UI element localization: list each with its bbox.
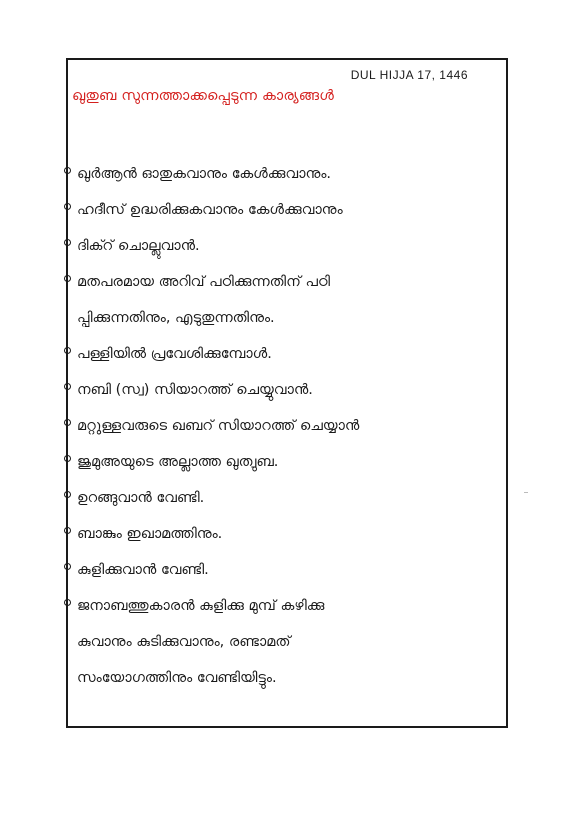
- page-frame: [66, 58, 508, 728]
- item-list: [68, 156, 502, 696]
- list-item-text: ഉറങ്ങുവാൻ വേണ്ടി.: [77, 490, 205, 506]
- list-item: [68, 228, 502, 264]
- list-item-text: നബി (സ്വ) സിയാറത്ത് ചെയ്യുവാൻ.: [77, 382, 313, 398]
- bullet-icon: [64, 563, 71, 570]
- bullet-icon: [64, 455, 71, 462]
- bullet-icon: [64, 419, 71, 426]
- bullet-icon: [64, 167, 71, 174]
- list-item: [68, 372, 502, 408]
- page-title: ഖുതുബ സുന്നത്താക്കപ്പെടുന്ന കാര്യങ്ങൾ: [72, 88, 334, 104]
- list-item-text: ദിക്റ് ചൊല്ലുവാൻ.: [77, 238, 200, 254]
- list-item: [68, 444, 502, 480]
- list-item: [68, 156, 502, 192]
- list-item-text: മറ്റുള്ളവരുടെ ഖബറ് സിയാറത്ത് ചെയ്യാൻ: [77, 418, 360, 434]
- list-item-text: ബാങ്കും ഇഖാമത്തിനും.: [77, 526, 223, 542]
- list-item: [68, 480, 502, 516]
- ink-mark: [524, 492, 528, 493]
- bullet-icon: [64, 203, 71, 210]
- bullet-icon: [64, 599, 71, 606]
- list-item: [68, 552, 502, 588]
- bullet-icon: [64, 347, 71, 354]
- list-item-text: മതപരമായ അറിവ് പഠിക്കുന്നതിന് പഠി പ്പിക്കുന്നതിനും, എടുതുന്നതിനും.: [77, 274, 331, 326]
- list-item-text: കുളിക്കുവാൻ വേണ്ടി.: [77, 562, 209, 578]
- bullet-icon: [64, 239, 71, 246]
- list-item: [68, 408, 502, 444]
- list-item: [68, 192, 502, 228]
- list-item-text: ജനാബത്തുകാരൻ കുളിക്കു മുമ്പ് കഴിക്കു കുവാനും കുടിക്കുവാനും, രണ്ടാമത് സംയോഗത്തിനും വേണ്ടിയിട്ടും.: [77, 598, 325, 686]
- list-item: [68, 588, 502, 696]
- bullet-icon: [64, 527, 71, 534]
- bullet-icon: [64, 275, 71, 282]
- hijri-date: DUL HIJJA 17, 1446: [350, 68, 468, 82]
- bullet-icon: [64, 383, 71, 390]
- list-item: [68, 336, 502, 372]
- list-item-text: ജുമുഅയുടെ അല്ലാത്ത ഖുത്വുബ.: [77, 454, 279, 470]
- list-item: [68, 516, 502, 552]
- bullet-icon: [64, 491, 71, 498]
- list-item-text: ഹദീസ് ഉദ്ധരിക്കുകവാനും കേൾക്കുവാനും: [77, 202, 343, 218]
- list-item: [68, 264, 502, 336]
- list-item-text: പള്ളിയിൽ പ്രവേശിക്കുമ്പോൾ.: [77, 346, 272, 362]
- list-item-text: ഖുർആൻ ഓതുകവാനും കേൾക്കുവാനും.: [77, 166, 332, 182]
